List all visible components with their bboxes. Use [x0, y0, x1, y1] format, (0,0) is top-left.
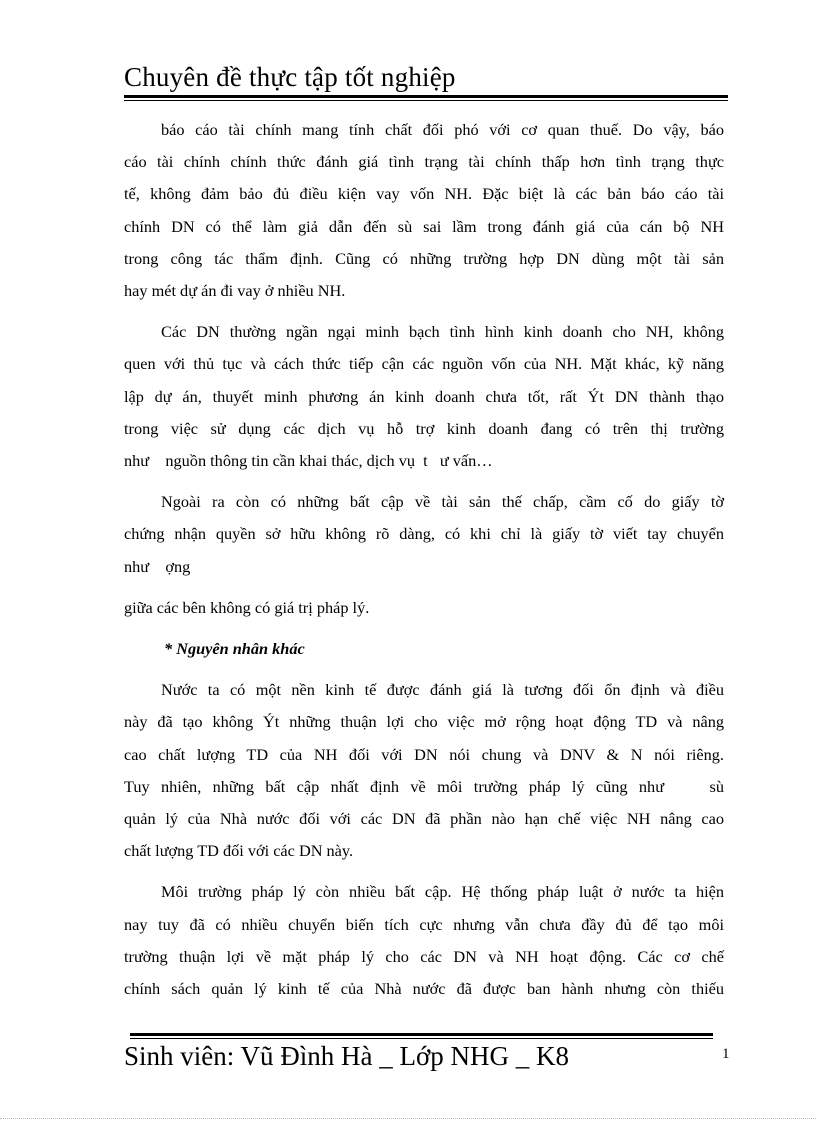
- text-line: cao chất lượng TD của NH đối với DN nói chung và DNV & N nói riêng.: [124, 744, 724, 764]
- text-line: báo cáo tài chính mang tính chất đối phó với cơ quan thuế. Do vậy, báo: [161, 120, 724, 139]
- page-bottom-divider: [0, 1118, 816, 1119]
- text-line: Tuy nhiên, những bất cập nhất định về môi trường pháp lý cũng như sù: [124, 776, 724, 796]
- header-title: Chuyên đề thực tập tốt nghiệp: [124, 62, 456, 92]
- text-line: quản lý của Nhà nước đối với các DN đã phần nào hạn chế việc NH nâng cao: [124, 809, 724, 829]
- text-line: chính sách quản lý kinh tế của Nhà nước đã được ban hành nhưng còn thiếu: [124, 979, 724, 999]
- paragraph-1: [124, 114, 724, 307]
- text-line: Nước ta có một nền kinh tế được đánh giá là tương đối ổn định và điều: [161, 680, 724, 700]
- header-rule-thin: [124, 100, 728, 101]
- text-line: hay mét dự án đi vay ở nhiều NH.: [124, 281, 346, 301]
- paragraph-6: [124, 876, 724, 1005]
- paragraph-2: [124, 316, 724, 477]
- text-line: chính DN có thể làm giả dẫn đến sù sai lầm trong đánh giá của cán bộ NH: [124, 216, 724, 236]
- header-rule-thick: [124, 95, 728, 98]
- text-line: trong việc sử dụng các dịch vụ hỗ trợ kinh doanh đang có trên thị trường: [124, 418, 724, 438]
- text-line: này đã tạo không Ýt những thuận lợi cho việc mở rộng hoạt động TD và nâng: [124, 712, 724, 732]
- text-line: tế, không đảm bảo đủ điều kiện vay vốn NH. Đặc biệt là các bản báo cáo tài: [124, 184, 724, 204]
- text-line: Môi trường pháp lý còn nhiều bất cập. Hệ thống pháp luật ở nước ta hiện: [161, 882, 724, 902]
- text-line: Ngoài ra còn có những bất cập về tài sản thế chấp, cầm cố do giấy tờ: [161, 492, 724, 512]
- section-subheading: * Nguyên nhân khác: [164, 639, 305, 659]
- text-line: chứng nhận quyền sở hữu không rõ dàng, có khi chỉ là giấy tờ viết tay chuyển: [124, 524, 724, 544]
- footer-text: Sinh viên: Vũ Đình Hà _ Lớp NHG _ K8: [124, 1041, 570, 1071]
- paragraph-3: [124, 486, 724, 583]
- page-number: 1: [722, 1046, 730, 1062]
- text-line: như ợng: [124, 556, 191, 576]
- text-line: cáo tài chính chính thức đánh giá tình trạng tài chính thấp hơn tình trạng thực: [124, 152, 724, 172]
- text-line: như nguồn thông tin cần khai thác, dịch vụ t ư vấn…: [124, 451, 493, 471]
- paragraph-4: [124, 592, 724, 624]
- text-line: lập dự án, thuyết minh phương án kinh doanh chưa tốt, rất Ýt DN thành thạo: [124, 386, 724, 406]
- text-line: chất lượng TD đối với các DN này.: [124, 841, 354, 861]
- footer-rule-thin: [130, 1038, 713, 1039]
- footer-rule-thick: [130, 1033, 713, 1036]
- text-line: trong công tác thẩm định. Cũng có những trường hợp DN dùng một tài sản: [124, 248, 724, 268]
- text-line: Các DN thường ngần ngại minh bạch tình hình kinh doanh cho NH, không: [161, 322, 724, 342]
- text-line: giữa các bên không có giá trị pháp lý.: [124, 597, 370, 617]
- paragraph-5: [124, 674, 724, 867]
- text-line: quen với thủ tục và cách thức tiếp cận các nguồn vốn của NH. Mặt khác, kỹ năng: [124, 354, 724, 374]
- body-text: [124, 114, 724, 1014]
- text-line: trường thuận lợi về mặt pháp lý cho các DN và NH hoạt động. Các cơ chế: [124, 946, 724, 966]
- text-line: nay tuy đã có nhiều chuyển biến tích cực nhưng vẫn chưa đầy đủ để tạo môi: [124, 914, 724, 934]
